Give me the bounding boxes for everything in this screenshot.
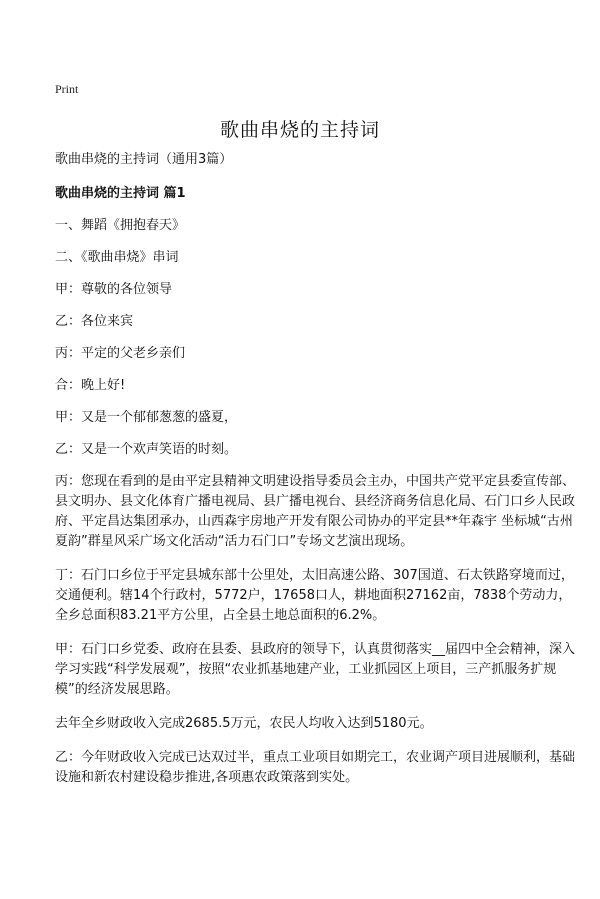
- paragraph-together-greeting: 合：晚上好!: [55, 378, 126, 393]
- paragraph-jia-greeting: 甲：尊敬的各位领导: [55, 282, 173, 297]
- paragraph-revenue: 去年全乡财政收入完成2685.5万元，农民人均收入达到5180元。: [55, 716, 433, 731]
- paragraph-bing-intro: 丙：您现在看到的是由平定县精神文明建设指导委员会主办，中国共产党平定县委宣传部、县文明办、县文化体育广播电视局、县广播电视台、县经济商务信息化局、石门口乡人民政府、平定昌达集团承办，山西森宇房地产开发有限公司协办的平定县**年森宇 坐标城“古州夏韵”群星风采广场文化活动“活力石门口”专场文艺演出现场。: [55, 474, 576, 549]
- paragraph-jia-development: 甲：石门口乡党委、政府在县委、县政府的领导下，认真贯彻落实__届四中全会精神，深入学习实践“科学发展观”，按照“农业抓基地建产业，工业抓园区上项目，三产抓服务扩规模”的经济发展思路。: [55, 642, 576, 697]
- paragraph-yi-progress: 乙：今年财政收入完成已达双过半，重点工业项目如期完工，农业调产项目进展顺利，基础设施和新农村建设稳步推进,各项惠农政策落到实处。: [55, 750, 576, 785]
- print-label: Print: [55, 82, 79, 96]
- paragraph-bing-greeting: 丙：平定的父老乡亲们: [55, 346, 186, 361]
- paragraph-dance: 一、舞蹈《拥抱春天》: [55, 218, 186, 233]
- document-title: 歌曲串烧的主持词: [219, 119, 380, 141]
- section-heading: 歌曲串烧的主持词 篇1: [55, 186, 186, 201]
- document-subtitle: 歌曲串烧的主持词（通用3篇）: [55, 152, 233, 167]
- document-body: [55, 150, 575, 800]
- paragraph-yi-moment: 乙：又是一个欢声笑语的时刻。: [55, 442, 238, 457]
- paragraph-ding-location: 丁：石门口乡位于平定县城东部十公里处，太旧高速公路、307国道、石太铁路穿境而过，交通便利。辖14个行政村，5772户，17658口人，耕地面积27162亩，7838个劳动力，全乡总面积83.21平方公里，占全县土地总面积的6.2%。: [55, 568, 574, 623]
- paragraph-jia-summer: 甲：又是一个郁郁葱葱的盛夏，: [55, 410, 238, 425]
- paragraph-yi-greeting: 乙：各位来宾: [55, 314, 134, 329]
- paragraph-song-medley: 二、《歌曲串烧》串词: [55, 250, 179, 265]
